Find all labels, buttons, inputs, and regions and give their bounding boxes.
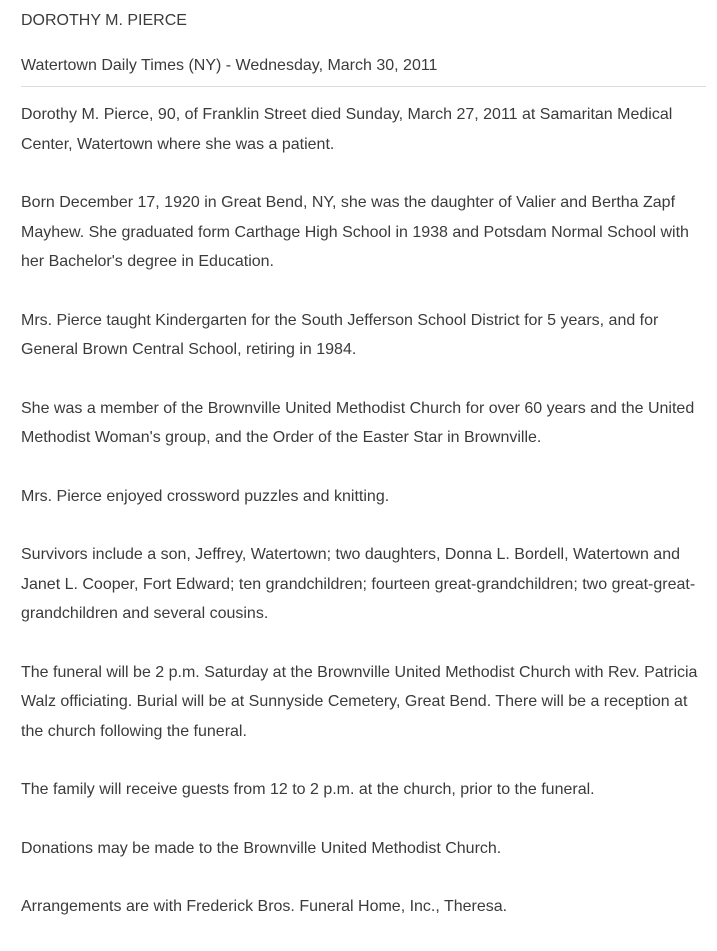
obituary-body — [21, 100, 711, 951]
paragraph-visitation: The family will receive guests from 12 to 2 p.m. at the church, prior to the funeral. — [21, 781, 595, 798]
paragraph-death-notice: Dorothy M. Pierce, 90, of Franklin Street died Sunday, March 27, 2011 at Samaritan Medical Center, Watertown where she was a patient. — [21, 106, 673, 153]
header-divider — [21, 86, 706, 87]
paragraph-birth-education: Born December 17, 1920 in Great Bend, NY, she was the daughter of Valier and Bertha Zapf Mayhew. She graduated form Carthage High School in 1938 and Potsdam Normal School with her Bachelor's degree in Education. — [21, 194, 689, 270]
paragraph-donations: Donations may be made to the Brownville United Methodist Church. — [21, 839, 502, 857]
paragraph-church-membership: She was a member of the Brownville United Methodist Church for over 60 years and the United Methodist Woman's group, and the Order of the Easter Star in Brownville. — [21, 399, 695, 446]
obituary-headline: DOROTHY M. PIERCE — [21, 12, 187, 29]
paragraph-funeral: The funeral will be 2 p.m. Saturday at the Brownville United Methodist Church with Rev. Patricia Walz officiating. Burial will be at Sunnyside Cemetery, Great Bend. There will be a reception at the church following the funeral. — [21, 663, 698, 740]
paragraph-survivors: Survivors include a son, Jeffrey, Watertown; two daughters, Donna L. Bordell, Watertown and Janet L. Cooper, Fort Edward; ten grandchildren; fourteen great-grandchildren; two great-great-grandchildren and several cousins. — [21, 546, 696, 622]
paragraph-career: Mrs. Pierce taught Kindergarten for the South Jefferson School District for 5 years, and for General Brown Central School, retiring in 1984. — [21, 311, 659, 358]
paragraph-arrangements: Arrangements are with Frederick Bros. Funeral Home, Inc., Theresa. — [21, 898, 508, 915]
paragraph-hobbies: Mrs. Pierce enjoyed crossword puzzles and knitting. — [21, 487, 390, 505]
publication-source-line: Watertown Daily Times (NY) - Wednesday, March 30, 2011 — [21, 57, 438, 74]
